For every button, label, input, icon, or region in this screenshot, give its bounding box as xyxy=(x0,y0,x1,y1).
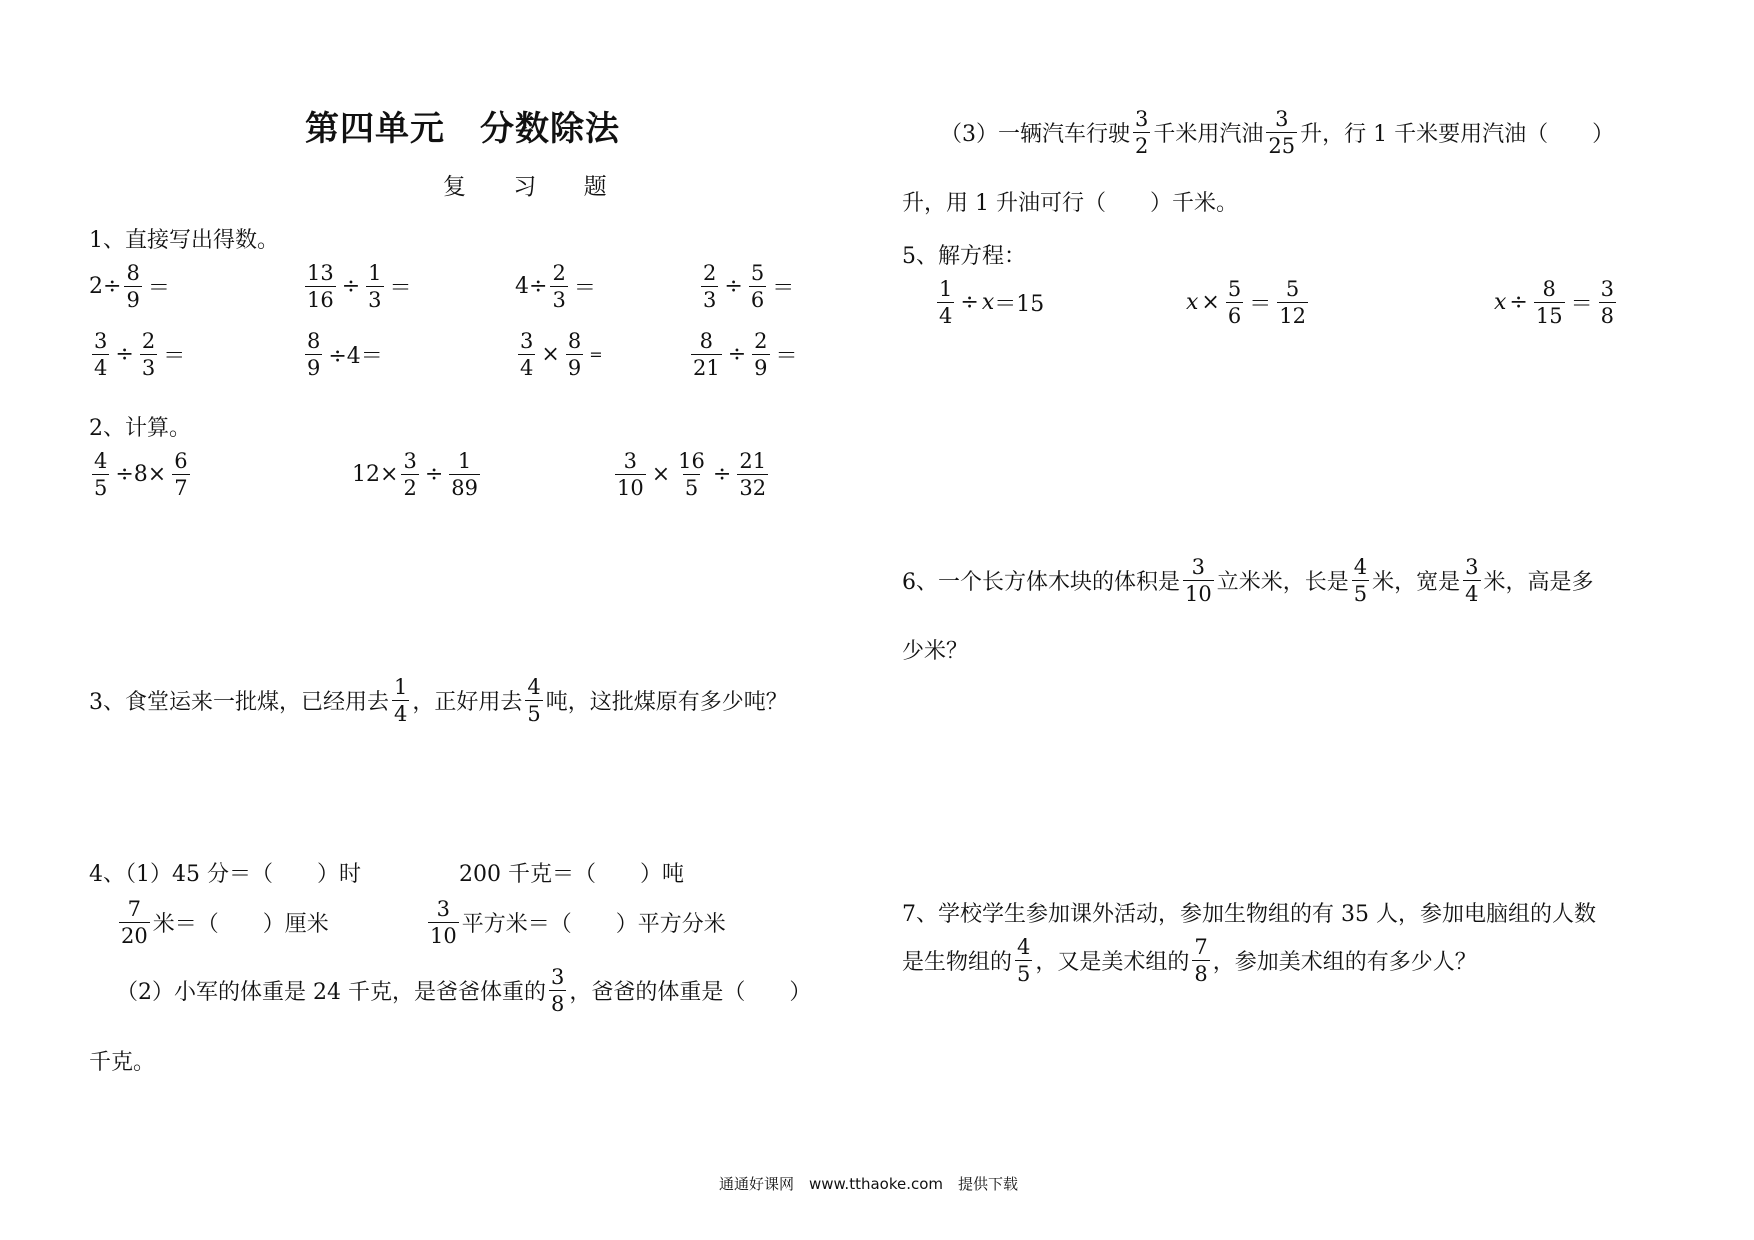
q5-equation-1: $\frac{1}{4}$ ÷ x ＝15 xyxy=(939,277,1045,329)
q6-question-cont: 少米？ xyxy=(902,639,969,664)
fraction: $\frac{8}{15}$ xyxy=(1535,277,1563,329)
fraction: $\frac{16}{5}$ xyxy=(678,449,705,501)
q1-item-5: $\frac{3}{4}$ ÷ $\frac{2}{3}$ ＝ xyxy=(94,329,186,381)
fraction: $\frac{1}{3}$ xyxy=(368,261,382,313)
q2-expr-2: 12× $\frac{3}{2}$ ÷ $\frac{1}{89}$ xyxy=(352,449,478,501)
q1-item-2: $\frac{13}{16}$ ÷ $\frac{1}{3}$ ＝ xyxy=(307,261,412,313)
fraction: $\frac{3}{4}$ xyxy=(1465,555,1479,607)
fraction: $\frac{3}{8}$ xyxy=(550,965,565,1017)
fraction: $\frac{3}{8}$ xyxy=(1600,277,1614,329)
fraction: $\frac{8}{21}$ xyxy=(693,329,720,381)
fraction: $\frac{2}{9}$ xyxy=(754,329,768,381)
q4-part-3-cont: 升，用 1 升油可行（ ）千米。 xyxy=(902,191,1238,216)
q7-question-line-1: 7、学校学生参加课外活动，参加生物组的有 35 人，参加电脑组的人数 xyxy=(902,902,1596,927)
fraction: $\frac{2}{3}$ xyxy=(703,261,717,313)
page-footer: 通通好课网 www.tthaoke.com 提供下载 xyxy=(719,1175,1019,1193)
fraction: $\frac{4}{5}$ xyxy=(527,675,541,727)
q2-expr-1: $\frac{4}{5}$ ÷8× $\frac{6}{7}$ xyxy=(94,449,188,501)
q1-item-7: $\frac{3}{4}$ × $\frac{8}{9}$ = xyxy=(520,329,603,381)
fraction: $\frac{1}{4}$ xyxy=(939,277,953,329)
q2-label: 2、计算。 xyxy=(89,416,191,441)
q2-expr-3: $\frac{3}{10}$ × $\frac{16}{5}$ ÷ $\frac{21}{32}$ xyxy=(617,449,767,501)
fraction: $\frac{4}{5}$ xyxy=(1017,935,1031,987)
fraction: $\frac{6}{7}$ xyxy=(174,449,188,501)
q4-line-1a: 4、（1）45 分＝（ ）时 xyxy=(89,862,361,887)
fraction: $\frac{3}{4}$ xyxy=(520,329,534,381)
fraction: $\frac{3}{10}$ xyxy=(617,449,644,501)
fraction: $\frac{3}{2}$ xyxy=(1135,107,1149,159)
fraction: $\frac{4}{5}$ xyxy=(1353,555,1368,607)
q4-part-2: （2）小军的体重是 24 千克，是爸爸体重的 $\frac{3}{8}$ ，爸爸的体重是（ ） xyxy=(116,965,812,1017)
fraction: $\frac{3}{10}$ xyxy=(1185,555,1212,607)
fraction: $\frac{8}{9}$ xyxy=(567,329,582,381)
fraction: $\frac{3}{2}$ xyxy=(403,449,417,501)
q3-question: 3、食堂运来一批煤，已经用去 $\frac{1}{4}$ ，正好用去 $\frac{4}{5}$ 吨，这批煤原有多少吨？ xyxy=(89,675,788,727)
fraction: $\frac{1}{4}$ xyxy=(394,675,408,727)
q1-item-8: $\frac{8}{21}$ ÷ $\frac{2}{9}$ ＝ xyxy=(693,329,798,381)
fraction: $\frac{5}{6}$ xyxy=(1227,277,1242,329)
fraction: $\frac{1}{89}$ xyxy=(451,449,478,501)
q4-line-2a: $\frac{7}{20}$ 米＝（ ）厘米 xyxy=(121,897,329,949)
q5-equation-3: x ÷ $\frac{8}{15}$ ＝ $\frac{3}{8}$ xyxy=(1494,277,1614,329)
q5-label: 5、解方程： xyxy=(902,244,1026,269)
q1-item-1: 2÷ $\frac{8}{9}$ ＝ xyxy=(89,261,170,313)
q1-item-3: 4÷ $\frac{2}{3}$ ＝ xyxy=(515,261,596,313)
page-subtitle: 复 习 题 xyxy=(443,174,627,200)
page-title: 第四单元 分数除法 xyxy=(305,109,620,149)
fraction: $\frac{5}{12}$ xyxy=(1279,277,1306,329)
fraction: $\frac{13}{16}$ xyxy=(307,261,334,313)
q1-label: 1、直接写出得数。 xyxy=(89,228,279,253)
fraction: $\frac{2}{3}$ xyxy=(552,261,566,313)
fraction: $\frac{4}{5}$ xyxy=(94,449,108,501)
q5-equation-2: x × $\frac{5}{6}$ ＝ $\frac{5}{12}$ xyxy=(1186,277,1306,329)
q4-part-3: （3）一辆汽车行驶 $\frac{3}{2}$ 千米用汽油 $\frac{3}{25}$ 升，行 1 千米要用汽油（ ） xyxy=(940,107,1615,159)
fraction: $\frac{3}{4}$ xyxy=(94,329,108,381)
q4-part-2-cont: 千克。 xyxy=(89,1050,156,1075)
fraction: $\frac{8}{9}$ xyxy=(126,261,140,313)
fraction: $\frac{21}{32}$ xyxy=(739,449,767,501)
q4-line-1b: 200 千克＝（ ）吨 xyxy=(459,862,684,887)
q6-question: 6、一个长方体木块的体积是 $\frac{3}{10}$ 立米米，长是 $\frac{4}{5}$ 米，宽是 $\frac{3}{4}$ 米，高是多 xyxy=(902,555,1594,607)
fraction: $\frac{7}{8}$ xyxy=(1194,935,1208,987)
fraction: $\frac{3}{25}$ xyxy=(1268,107,1296,159)
fraction: $\frac{8}{9}$ xyxy=(307,329,321,381)
fraction: $\frac{5}{6}$ xyxy=(750,261,765,313)
q1-item-6: $\frac{8}{9}$ ÷4＝ xyxy=(307,329,383,381)
q1-item-4: $\frac{2}{3}$ ÷ $\frac{5}{6}$ ＝ xyxy=(703,261,795,313)
q4-line-2b: $\frac{3}{10}$ 平方米＝（ ）平方分米 xyxy=(430,897,726,949)
fraction: $\frac{7}{20}$ xyxy=(121,897,148,949)
fraction: $\frac{3}{10}$ xyxy=(430,897,457,949)
fraction: $\frac{2}{3}$ xyxy=(141,329,156,381)
q7-question-line-2: 是生物组的 $\frac{4}{5}$ ，又是美术组的 $\frac{7}{8}$ ，参加美术组的有多少人？ xyxy=(902,935,1477,987)
